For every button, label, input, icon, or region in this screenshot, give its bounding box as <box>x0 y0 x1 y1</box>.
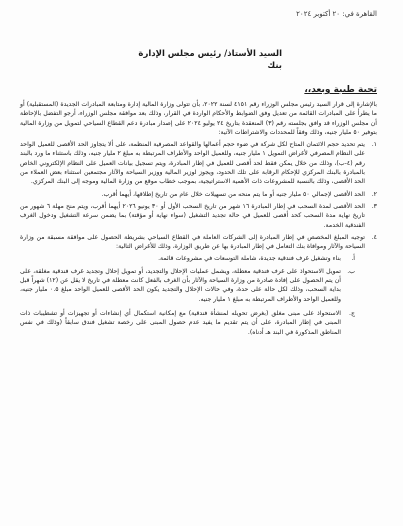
list-item-number: ٤. <box>371 233 377 241</box>
sub-list-item <box>20 254 355 263</box>
sub-list-item-text: بناء وتشغيل غرف فندقية جديدة، شاملة التوسعات في مشروعات قائمة. <box>158 255 341 263</box>
sub-list-item-letter: ج. <box>349 309 355 317</box>
intro-paragraph: بالإشارة إلى قرار السيد رئيس مجلس الوزراء رقم ٤١٥١ لسنة ٢٠٢٢، بأن تتولى وزارة المالية إدارة ومتابعة المبادرات الجديدة (المستقبلية) أو ما يطرأ على المبادرات القائمة من تعديل وفق الضوابط والأحكام الواردة في القرار، وذلك بعد موافقة مجلس الوزراء، أرجو التفضل بالإحاطة أن مجلس الوزراء قد وافق بجلسته رقم (٣) المنعقدة بتاريخ ٢٤ يوليو ٢٠٢٤ على إصدار مبادرة دعم القطاع السياحي لتمويل من وزارة المالية بتوفير ٥٠ مليار جنيه، وذلك وفقاً للمحددات والاشتراطات الآتية: <box>20 101 378 136</box>
list-item-text: توجيه المبلغ المخصص في إطار المبادرة إلى الشركات العاملة في القطاع السياحي بشريطة الحصول على موافقة مسبقة من وزارة السياحة والآثار وموافاة بنك التعامل في إطار المبادرة بها عن طريق الوزارة، وذلك للأغراض التالية: <box>20 233 365 251</box>
list-item <box>20 190 377 199</box>
sub-list-item <box>20 267 355 304</box>
sub-list-item-text: تمويل الاستحواذ على غرف فندقية معطلة، ويشمل عمليات الإحلال والتجديد، أو تمويل إحلال وتجديد غرف فندقية مغلقة، على أن يتم الحصول على إفادة صادرة من وزارة السياحة والآثار بأن الغرف بالفعل كانت معطلة في تاريخ لا يقل عن (١٢) شهراً قبل بداية السحب، وذلك لكل حالة على حدة، وفي حالات الإحلال والتجديد يكون الحد الأقصى للعميل الواحد مبلغ ٠.٥ مليار جنيه، وللعميل الواحد والأطراف المرتبطة به مبلغ ١ مليار جنيه. <box>20 267 342 303</box>
sub-list-item <box>20 309 355 337</box>
addressee-bank: بنك <box>267 61 282 71</box>
list-item-number: ٣. <box>371 202 377 210</box>
addressee-title: السيد الأستاذ/ رئيس مجلس الإدارة <box>138 49 282 59</box>
list-item-text: الحد الأقصى لمدة السحب في إطار المبادرة ١٦ شهر من تاريخ السحب الأول أو ٣٠ يونيو ٢٠٢٦ أيهما أقرب، ويتم منح مهلة ٦ شهور من تاريخ نهاية مدة السحب كحد أقصى للعميل في حالة تجديد التشغيل (سواء نهاية أو مؤقتة) بما يضمن سرعة التشغيل ودخول الغرف الفندقية الخدمة. <box>20 202 366 229</box>
list-item-number: ٢. <box>371 190 377 198</box>
list-item <box>20 202 377 230</box>
sub-list-item-letter: ب. <box>347 267 355 275</box>
letter-date: القاهرة في: ٢٠ أكتوبر ٢٠٢٤ <box>296 10 377 18</box>
sub-list-item-letter: أ. <box>351 255 355 263</box>
list-item <box>20 140 377 186</box>
list-item-text: يتم تحديد حجم الائتمان المتاح لكل شركة في ضوء حجم أعمالها والقواعد المصرفية المنظمة، على ألا يتجاوز الحد الأقصى للعميل الواحد على النظام المصرفي لأغراض التمويل ١ مليار جنيه، وللعميل الواحد والأطراف المرتبطة به مبلغ ٢ مليار جنيه، وذلك باستثناء ما ورد بالبند رقم (٤-ب)، وذلك من خلال يمكن فقط لحد أقصى للعميل في إطار المبادرة، ويتم تسجيل بيانات العميل على النظام الإلكتروني الخاص بالمبادرة بالبنك المركزي للإحكام الرقابة على تلك الحدود، ويجوز لوزير المالية ووزير السياحة والآثار مجتمعين استثناء بعض العملاء من الحد الأقصى، وذلك بالنسبة للمشروعات ذات الأهمية الاستراتيجية، بموجب خطاب موقع من وزارة المالية وموجه إلى البنك المركزي. <box>20 141 366 186</box>
greeting: تحية طيبة وبعد،، <box>304 85 377 95</box>
sub-list-item-text: الاستحواذ على مبنى مغلق (بغرض تحويله لمنشأة فندقية) مع إمكانية استكمال أي إنشاءات أو تجهيزات أو تشطيبات ذات المبنى في إطار المبادرة، على أن يتم تقديم ما يفيد عدم حصول المبنى على رخصة تشغيل فندق سابقاً (وذلك في نفس المناطق المذكورة في البند هـ أدناه). <box>20 309 341 336</box>
list-item-text: الحد الأقصى لإجمالي ٥٠ مليار جنيه أو ما يتم منحه من تسهيلات خلال عام من تاريخ إطلاقها، أيهما أقرب. <box>101 190 365 198</box>
list-item-number: ١. <box>371 141 377 149</box>
list-item <box>20 233 377 252</box>
